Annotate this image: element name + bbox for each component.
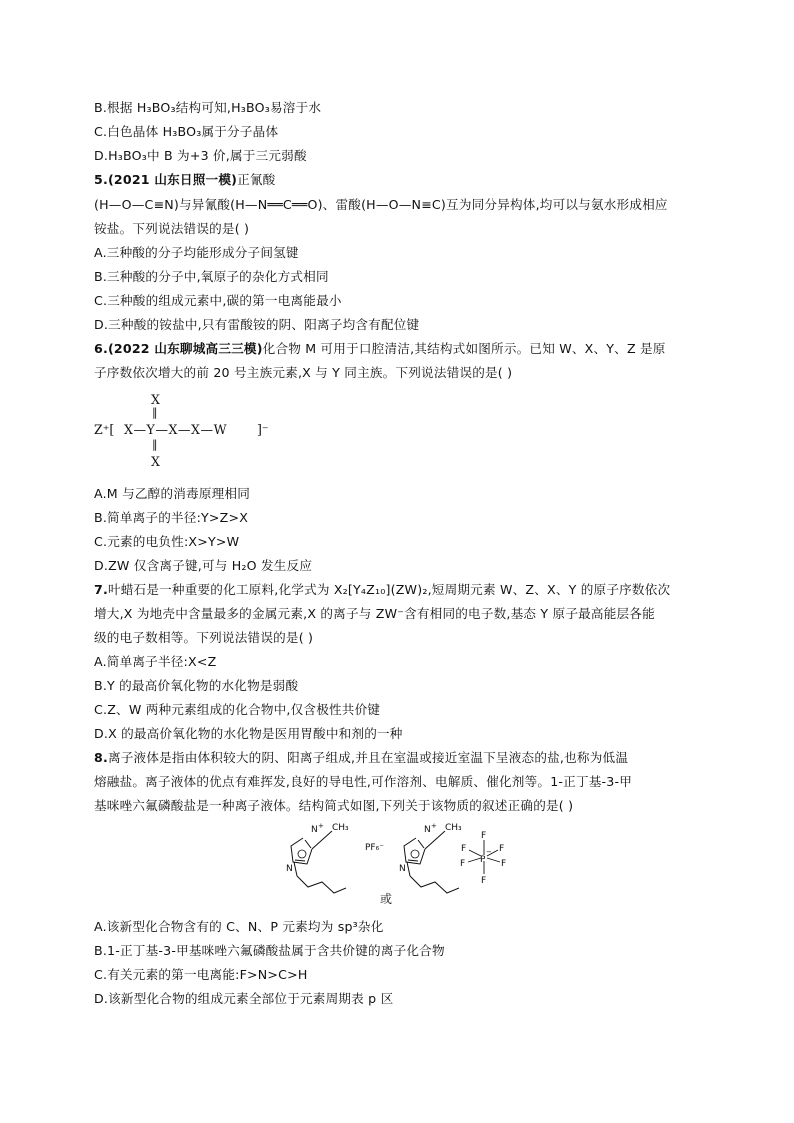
q8-n-atom-left-lower: N bbox=[286, 864, 293, 874]
q7-number: 7. bbox=[94, 582, 108, 597]
q8-plus-left: + bbox=[318, 822, 324, 830]
q8-ch3-right: CH₃ bbox=[445, 823, 462, 833]
q8-f-atom-upper-left: F bbox=[461, 844, 467, 854]
q4-option-d: D.H₃BO₃中 B 为+3 价,属于三元弱酸 bbox=[94, 148, 307, 163]
q6-option-c: C.元素的电负性:X>Y>W bbox=[94, 534, 240, 549]
q8-n-atom-right: N bbox=[424, 825, 431, 835]
q8-stem-line3: 基咪唑六氟磷酸盐是一种离子液体。结构简式如图,下列关于该物质的叙述正确的是( ) bbox=[94, 798, 574, 813]
q8-f-atom-bottom: F bbox=[481, 876, 487, 886]
q8-number: 8. bbox=[94, 750, 108, 765]
q5-option-d: D.三种酸的铵盐中,只有雷酸铵的阴、阳离子均含有配位键 bbox=[94, 317, 420, 332]
q8-option-d: D.该新型化合物的组成元素全部位于元素周期表 p 区 bbox=[94, 991, 394, 1006]
q8-f-atom-right: F bbox=[501, 859, 507, 869]
q7-stem-line2: 增大,X 为地壳中含量最多的金属元素,X 的离子与 ZW⁻含有相同的电子数,基态 Y 原子最高能层各能 bbox=[94, 606, 655, 621]
q7-option-b: B.Y 的最高价氧化物的水化物是弱酸 bbox=[94, 678, 299, 693]
q8-option-b: B.1-正丁基-3-甲基咪唑六氟磷酸盐属于含共价键的离子化合物 bbox=[94, 943, 445, 958]
q6-struct-top-x: X bbox=[151, 392, 160, 407]
q6-structure-formula bbox=[94, 392, 294, 472]
q8-or-label: 或 bbox=[380, 892, 393, 906]
q4-option-c: C.白色晶体 H₃BO₃属于分子晶体 bbox=[94, 124, 279, 139]
q7-option-c: C.Z、W 两种元素组成的化合物中,仅含极性共价键 bbox=[94, 702, 381, 717]
q8-stem-line2: 熔融盐。离子液体的优点有难挥发,良好的导电性,可作溶剂、电解质、催化剂等。1-正丁基-3-甲 bbox=[94, 774, 633, 789]
q6-option-a: A.M 与乙醇的消毒原理相同 bbox=[94, 486, 251, 501]
q8-n-atom-left: N bbox=[311, 825, 318, 835]
q5-source: (2021 山东日照一模) bbox=[107, 172, 238, 187]
q7-stem-text: 叶蜡石是一种重要的化工原料,化学式为 X₂[Y₄Z₁₀](ZW)₂,短周期元素 W、Z、X、Y 的原子序数依次 bbox=[107, 582, 671, 597]
q8-stem-text: 离子液体是指由体积较大的阴、阳离子组成,并且在室温或接近室温下呈液态的盐,也称为低温 bbox=[107, 750, 629, 765]
q7-option-d: D.X 的最高价氧化物的水化物是医用胃酸中和剂的一种 bbox=[94, 726, 403, 741]
q8-ionic-liquid-structure bbox=[274, 818, 534, 908]
q6-struct-bottom-x: X bbox=[151, 454, 160, 469]
q7-stem-line3: 级的电子数相等。下列说法错误的是( ) bbox=[94, 630, 314, 645]
q8-plus-right: + bbox=[431, 822, 437, 830]
q7-stem-line1 bbox=[94, 582, 670, 598]
q5-stem-line2: (H—O—C≡N)与异氰酸(H—N══C══O)、雷酸(H—O—N≡C)互为同分异构体,均可以与氨水形成相应 bbox=[94, 197, 668, 212]
q8-p-atom: P bbox=[480, 855, 486, 865]
q6-struct-chain: X—Y—X—X—W bbox=[124, 422, 228, 437]
q8-ring-charge-left bbox=[298, 850, 306, 858]
q5-option-b: B.三种酸的分子中,氧原子的杂化方式相同 bbox=[94, 269, 329, 284]
q8-p-minus: − bbox=[486, 848, 492, 856]
q7-option-a: A.简单离子半径:X<Z bbox=[94, 654, 217, 669]
q6-number: 6. bbox=[94, 341, 108, 356]
q5-stem-line3: 铵盐。下列说法错误的是( ) bbox=[94, 221, 250, 236]
q6-option-d: D.ZW 仅含离子键,可与 H₂O 发生反应 bbox=[94, 558, 313, 573]
q6-stem-line2: 子序数依次增大的前 20 号主族元素,X 与 Y 同主族。下列说法错误的是( ) bbox=[94, 365, 513, 380]
q6-struct-cation: Z⁺[ bbox=[94, 422, 115, 437]
q6-struct-bottom-bond: ‖ bbox=[152, 438, 158, 451]
q6-stem-line1 bbox=[94, 341, 666, 357]
q5-stem-line1 bbox=[94, 172, 275, 188]
q5-option-c: C.三种酸的组成元素中,碳的第一电离能最小 bbox=[94, 293, 342, 308]
q6-stem-text: 化合物 M 可用于口腔清洁,其结构式如图所示。已知 W、X、Y、Z 是原 bbox=[262, 341, 666, 356]
q8-imidazolium-ring-left bbox=[291, 831, 346, 893]
q8-f-atom-top: F bbox=[481, 831, 487, 841]
q6-source: (2022 山东聊城高三三模) bbox=[107, 341, 263, 356]
q8-imidazolium-ring-right bbox=[404, 831, 459, 893]
q6-option-b: B.简单离子的半径:Y>Z>X bbox=[94, 510, 249, 525]
q8-n-atom-right-lower: N bbox=[399, 864, 406, 874]
q5-number: 5. bbox=[94, 172, 108, 187]
q8-f-atom-upper-right: F bbox=[499, 844, 505, 854]
q6-struct-close-bracket: ]⁻ bbox=[257, 422, 269, 437]
q6-struct-top-bond: ‖ bbox=[152, 406, 158, 419]
q8-option-a: A.该新型化合物含有的 C、N、P 元素均为 sp³杂化 bbox=[94, 919, 384, 934]
q8-ring-charge-right bbox=[411, 850, 419, 858]
q8-f-atom-left: F bbox=[460, 859, 466, 869]
q4-option-b: B.根据 H₃BO₃结构可知,H₃BO₃易溶于水 bbox=[94, 100, 322, 115]
q8-stem-line1 bbox=[94, 750, 628, 766]
q8-pf6-anion: PF₆⁻ bbox=[365, 843, 384, 853]
q5-option-a: A.三种酸的分子均能形成分子间氢键 bbox=[94, 245, 299, 260]
q8-option-c: C.有关元素的第一电离能:F>N>C>H bbox=[94, 967, 308, 982]
q8-ch3-left: CH₃ bbox=[332, 823, 349, 833]
q5-stem-text: 正氰酸 bbox=[237, 172, 276, 187]
